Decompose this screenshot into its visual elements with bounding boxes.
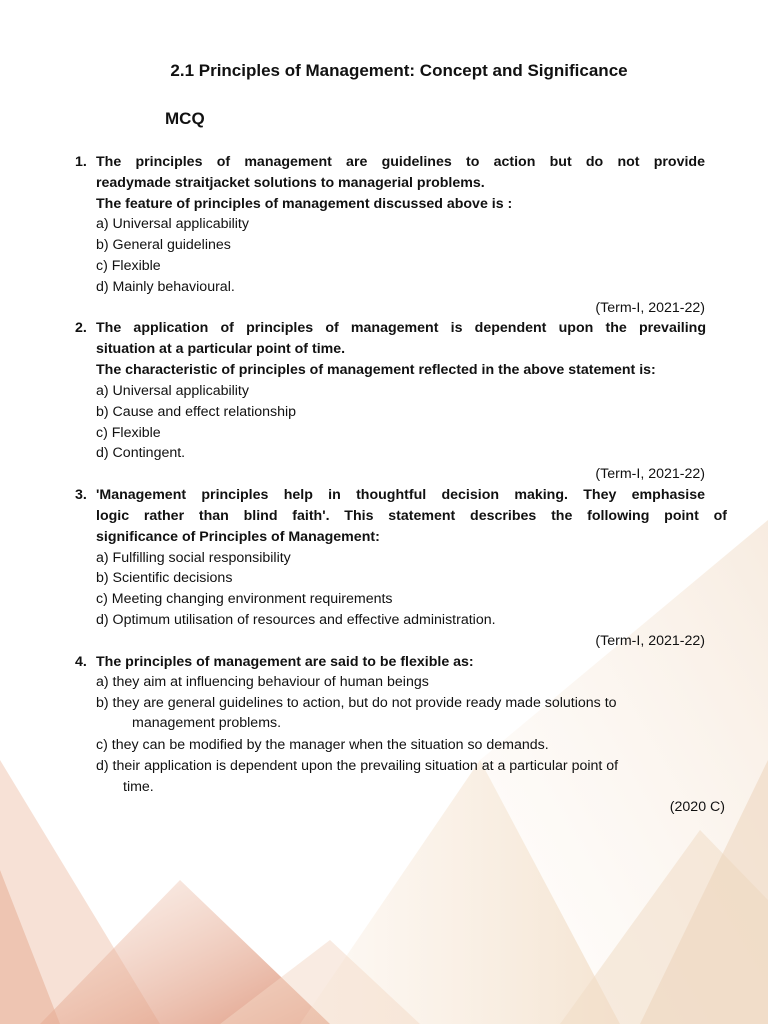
answer-option: a) they aim at influencing behaviour of human beings (96, 674, 429, 690)
answer-option: a) Universal applicability (96, 383, 249, 399)
answer-option: a) Fulfilling social responsibility (96, 550, 291, 566)
answer-option: b) Cause and effect relationship (96, 404, 297, 420)
answer-option: d) Mainly behavioural. (96, 279, 235, 295)
answer-option: b) Scientific decisions (96, 570, 233, 586)
question-stem-line: The feature of principles of management discussed above is : (96, 196, 513, 212)
question-stem-line: The application of principles of management is dependent upon the prevailing (96, 320, 706, 336)
answer-option: b) General guidelines (96, 237, 231, 253)
question-number: 1. (75, 154, 87, 170)
page-title: 2.1 Principles of Management: Concept and Significance (170, 61, 628, 80)
answer-option: d) Optimum utilisation of resources and effective administration. (96, 612, 496, 628)
answer-option: d) Contingent. (96, 445, 186, 461)
question-stem-line: The characteristic of principles of management reflected in the above statement is: (96, 362, 656, 378)
question-number: 3. (75, 487, 87, 503)
question-stem-line: readymade straitjacket solutions to managerial problems. (96, 175, 485, 191)
answer-option: d) their application is dependent upon the prevailing situation at a particular point of (96, 758, 619, 774)
answer-option: c) Flexible (96, 258, 161, 274)
answer-option-continuation: time. (123, 779, 154, 795)
question-stem-line: situation at a particular point of time. (96, 341, 346, 357)
question-stem-line: 'Management principles help in thoughtful decision making. They emphasise (96, 487, 705, 503)
question-source: (Term-I, 2021-22) (595, 466, 705, 482)
answer-option: c) Flexible (96, 425, 161, 441)
question-source: (Term-I, 2021-22) (595, 300, 705, 316)
question-stem-line: significance of Principles of Management: (96, 529, 380, 545)
question-stem-line: The principles of management are said to be flexible as: (96, 654, 474, 670)
answer-option: c) Meeting changing environment requirements (96, 591, 393, 607)
question-source: (Term-I, 2021-22) (595, 633, 705, 649)
answer-option: c) they can be modified by the manager when the situation so demands. (96, 737, 549, 753)
question-source: (2020 C) (669, 799, 725, 815)
answer-option-continuation: management problems. (132, 715, 282, 731)
question-number: 2. (75, 320, 87, 336)
answer-option: a) Universal applicability (96, 216, 249, 232)
question-stem-line: logic rather than blind faith'. This statement describes the following point of (96, 508, 727, 524)
question-stem-line: The principles of management are guidelines to action but do not provide (96, 154, 705, 170)
section-heading: MCQ (165, 109, 205, 128)
answer-option: b) they are general guidelines to action, but do not provide ready made solutions to (96, 695, 617, 711)
question-number: 4. (75, 654, 87, 670)
